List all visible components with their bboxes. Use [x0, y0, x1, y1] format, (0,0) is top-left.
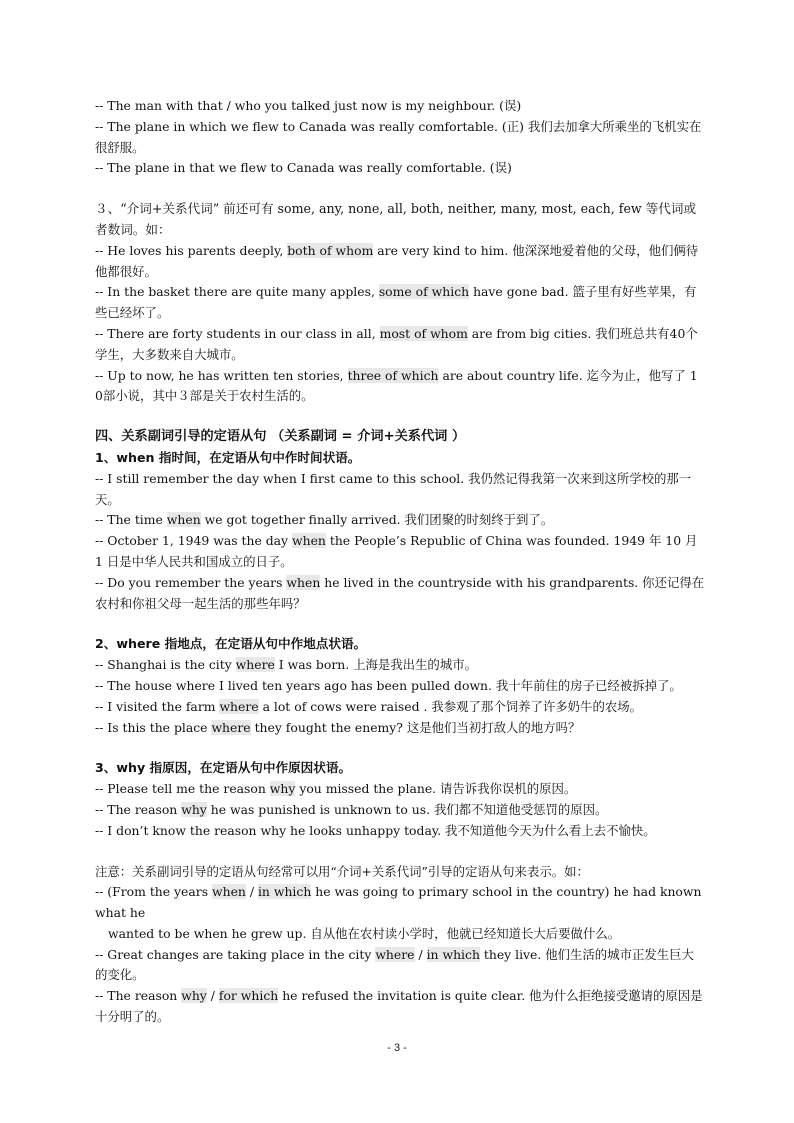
- example-line: -- He loves his parents deeply, both of whom are very kind to him. 他深深地爱着他的父母，他们俩待他都很好。: [95, 242, 699, 279]
- highlighted-phrase: where: [375, 946, 415, 962]
- example-line: -- I still remember the day when I first came to this school. 我仍然记得我第一次来到这所学校的那一天。: [95, 470, 692, 507]
- highlighted-phrase: why: [181, 801, 207, 817]
- section-4-title: 四、关系副词引导的定语从句 （关系副词 = 介词+关系代词 ）: [95, 429, 466, 445]
- example-line: -- The plane in which we flew to Canada was really comfortable. (正) 我们去加拿大所乘坐的飞机实在很舒服。: [95, 118, 702, 155]
- highlighted-phrase: where: [219, 698, 259, 714]
- example-line: -- I don’t know the reason why he looks unhappy today. 我不知道他今天为什么看上去不愉快。: [95, 822, 656, 838]
- example-line: -- The man with that / who you talked just now is my neighbour. (误): [95, 98, 522, 113]
- highlighted-phrase: when: [166, 512, 201, 528]
- example-line: -- There are forty students in our class in all, most of whom are from big cities. 我们班总共有40个学生，大多数来自大城市。: [95, 325, 698, 362]
- example-line-continued: wanted to be when he grew up. 自从他在农村读小学时，他就已经知道长大后要做什么。: [108, 925, 621, 941]
- page-number: - 3 -: [387, 1042, 407, 1054]
- highlighted-phrase: when: [286, 574, 321, 590]
- subsection-where-title: 2、where 指地点，在定语从句中作地点状语。: [95, 636, 367, 652]
- spacer: [95, 407, 705, 427]
- example-line: -- The house where I lived ten years ago has been pulled down. 我十年前住的房子已经被拆掉了。: [95, 677, 682, 693]
- subsection-why-title: 3、why 指原因，在定语从句中作原因状语。: [95, 760, 352, 776]
- highlighted-phrase: in which: [257, 884, 312, 900]
- example-line: -- In the basket there are quite many apples, some of which have gone bad. 篮子里有好些苹果，有些已经坏了。: [95, 284, 697, 321]
- highlighted-phrase: both of whom: [287, 242, 374, 258]
- example-line: -- The plane in that we flew to Canada was really comfortable. (误): [95, 160, 512, 176]
- example-line: -- The time when we got together finally arrived. 我们团聚的时刻终于到了。: [95, 512, 554, 528]
- example-line: -- Please tell me the reason why you missed the plane. 请告诉我你误机的原因。: [95, 781, 577, 797]
- spacer: [95, 842, 705, 862]
- example-line: -- I visited the farm where a lot of cows were raised . 我参观了那个饲养了许多奶牛的农场。: [95, 698, 643, 714]
- note-intro: 注意：关系副词引导的定语从句经常可以用“介词+关系代词”引导的定语从句来表示。如：: [95, 863, 589, 879]
- highlighted-phrase: why: [269, 781, 296, 797]
- example-line: -- Up to now, he has written ten stories, three of which are about country life. 迄今为止，他写了 10部小说，其中３部是关于农村生活的。: [95, 367, 698, 404]
- example-line: -- October 1, 1949 was the day when the People’s Republic of China was founded. 1949 年 10 月 1 日是中华人民共和国成立的日子。: [95, 533, 698, 569]
- example-line: -- The reason why / for which he refused the invitation is quite clear. 他为什么拒绝接受邀请的原因是十分明了的。: [95, 988, 703, 1025]
- example-line: -- (From the years when / in which he was going to primary school in the country) he had known what he: [95, 884, 702, 921]
- highlighted-phrase: when: [212, 884, 246, 900]
- example-line: -- The reason why he was punished is unknown to us. 我们都不知道他受惩罚的原因。: [95, 801, 608, 817]
- section-3-intro: ３、“介词+关系代词” 前还可有 some, any, none, all, both, neither, many, most, each, few 等代词或者数词。如：: [95, 201, 697, 237]
- highlighted-phrase: where: [235, 657, 275, 673]
- highlighted-phrase: three of which: [347, 367, 439, 383]
- highlighted-phrase: why: [181, 988, 207, 1004]
- highlighted-phrase: for which: [218, 988, 279, 1004]
- document-page: [95, 96, 705, 1028]
- spacer: [95, 179, 705, 199]
- example-line: -- Do you remember the years when he lived in the countryside with his grandparents. 你还记得在农村和你祖父母一起生活的那些年吗？: [95, 574, 705, 611]
- example-line: -- Is this the place where they fought the enemy? 这是他们当初打敌人的地方吗？: [95, 719, 581, 735]
- highlighted-phrase: in which: [426, 946, 480, 962]
- subsection-when-title: 1、when 指时间，在定语从句中作时间状语。: [95, 449, 361, 465]
- spacer: [95, 614, 705, 634]
- highlighted-phrase: most of whom: [379, 325, 468, 341]
- highlighted-phrase: when: [292, 533, 326, 549]
- example-line: -- Great changes are taking place in the city where / in which they live. 他们生活的城市正发生巨大的变化。: [95, 946, 694, 983]
- example-line: -- Shanghai is the city where I was born. 上海是我出生的城市。: [95, 657, 477, 673]
- spacer: [95, 738, 705, 758]
- highlighted-phrase: some of which: [378, 284, 470, 300]
- highlighted-phrase: where: [211, 719, 251, 735]
